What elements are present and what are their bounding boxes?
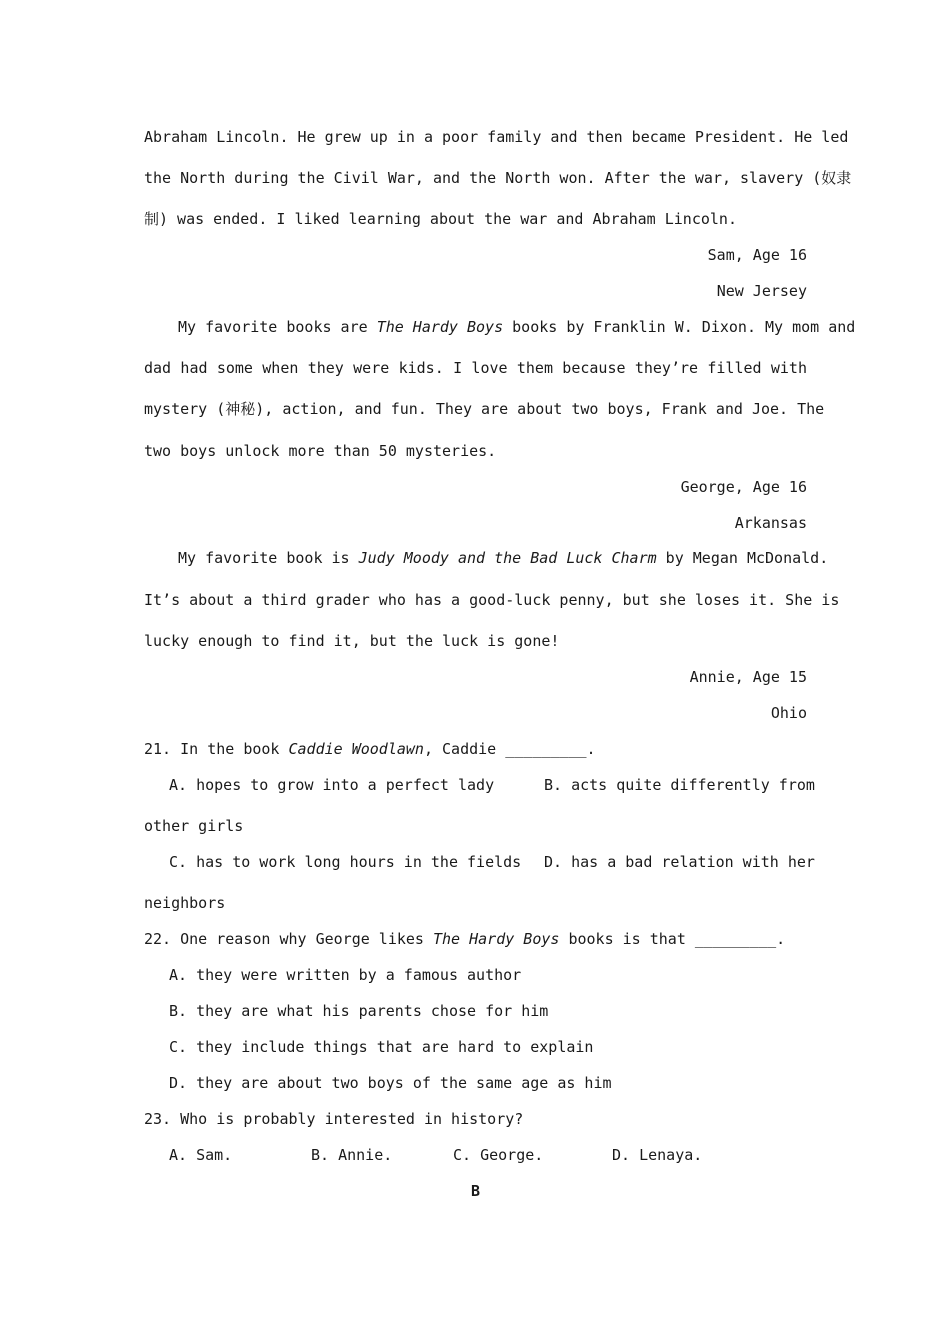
option-b[interactable]: B. Annie. [311,1146,393,1164]
author-name-age: Annie, Age 15 [689,668,807,686]
option-d[interactable]: D. has a bad relation with her [544,853,815,871]
option-c[interactable]: C. they include things that are hard to explain [169,1038,594,1056]
question-21-options-cd [144,852,815,872]
author-state: Arkansas [734,514,807,532]
question-21-options-ab [144,775,815,795]
passage-line: 制) was ended. I liked learning about the war and Abraham Lincoln. [144,210,737,228]
text-span: 21. In the book [144,740,289,758]
question-22-stem [144,929,807,949]
option-c[interactable]: C. George. [453,1146,544,1164]
question-23-stem: 23. Who is probably interested in history? [144,1110,524,1128]
section-label: B [470,1182,481,1200]
book-title: The Hardy Boys [432,930,560,948]
passage-line: two boys unlock more than 50 mysteries. [144,442,497,460]
text-span: books is that _________. [559,930,786,948]
book-title: Caddie Woodlawn [288,740,424,758]
option-d[interactable]: D. Lenaya. [612,1146,703,1164]
option-a[interactable]: A. hopes to grow into a perfect lady [169,776,495,794]
passage-line [144,548,829,568]
text-span: by Megan McDonald. [656,549,829,567]
passage-line: It’s about a third grader who has a good-luck penny, but she loses it. She is [144,591,840,609]
passage-line: dad had some when they were kids. I love them because they’re filled with [144,359,807,377]
option-d[interactable]: D. they are about two boys of the same age as him [169,1074,612,1092]
option-b-continued: other girls [144,817,244,835]
option-b[interactable]: B. acts quite differently from [544,776,815,794]
author-state: Ohio [770,704,807,722]
option-c[interactable]: C. has to work long hours in the fields [169,853,522,871]
question-21-stem [144,739,807,759]
passage-line [144,317,856,337]
option-a[interactable]: A. Sam. [169,1146,233,1164]
author-name-age: George, Age 16 [680,478,807,496]
text-span: 22. One reason why George likes [144,930,433,948]
option-a[interactable]: A. they were written by a famous author [169,966,522,984]
text-span: , Caddie _________. [423,740,596,758]
passage-line: the North during the Civil War, and the North won. After the war, slavery (奴隶 [144,169,852,187]
author-state: New Jersey [716,282,807,300]
text-span: My favorite books are [178,318,377,336]
option-b[interactable]: B. they are what his parents chose for him [169,1002,549,1020]
book-title: Judy Moody and the Bad Luck Charm [358,549,657,567]
text-span: books by Franklin W. Dixon. My mom and [503,318,856,336]
passage-line: Abraham Lincoln. He grew up in a poor family and then became President. He led [144,128,849,146]
passage-line: lucky enough to find it, but the luck is gone! [144,632,560,650]
option-d-continued: neighbors [144,894,226,912]
author-name-age: Sam, Age 16 [707,246,807,264]
book-title: The Hardy Boys [376,318,504,336]
text-span: My favorite book is [178,549,359,567]
passage-line: mystery (神秘), action, and fun. They are about two boys, Frank and Joe. The [144,400,825,418]
